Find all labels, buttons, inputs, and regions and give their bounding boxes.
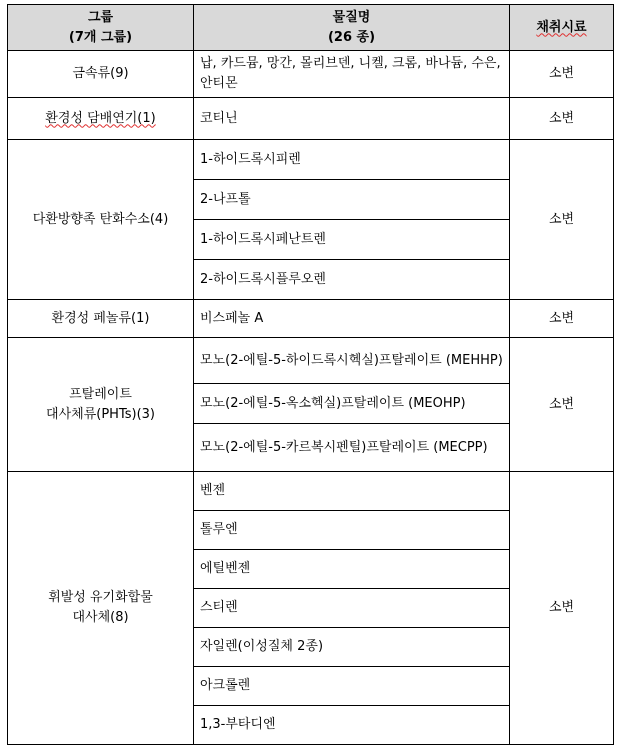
table-row [8, 140, 614, 180]
substance-table [7, 4, 614, 745]
table-row [8, 300, 614, 338]
substance-cell: 에틸벤젠 [194, 550, 510, 589]
table-row [8, 338, 614, 384]
table-row [8, 51, 614, 98]
substance-cell: 2-나프톨 [194, 180, 510, 220]
sample-cell: 소변 [510, 51, 614, 98]
table-row [8, 98, 614, 140]
substance-cell: 1,3-부타디엔 [194, 706, 510, 745]
group-cell: 환경성 페놀류(1) [8, 300, 194, 338]
group-cell: 휘발성 유기화합물 대사체(8) [8, 472, 194, 745]
header-row [8, 5, 614, 51]
header-group-count: (7개 그룹) [68, 29, 133, 45]
substance-cell: 자일렌(이성질체 2종) [194, 628, 510, 667]
substance-cell: 모노(2-에틸-5-하이드록시헥실)프탈레이트 (MEHHP) [194, 338, 510, 384]
substance-cell: 모노(2-에틸-5-카르복시펜틸)프탈레이트 (MECPP) [194, 424, 510, 472]
table-row [8, 472, 614, 511]
substance-cell: 코티닌 [194, 98, 510, 140]
group-cell: 다환방향족 탄화수소(4) [8, 140, 194, 300]
header-substance-title: 물질명 [332, 9, 371, 25]
group-cell: 프탈레이트 대사체류(PHTs)(3) [8, 338, 194, 472]
substance-cell: 벤젠 [194, 472, 510, 511]
sample-cell: 소변 [510, 140, 614, 300]
substance-cell: 비스페놀 A [194, 300, 510, 338]
header-substance [194, 5, 510, 51]
header-substance-count: (26 종) [327, 29, 376, 45]
substance-cell: 2-하이드록시플루오렌 [194, 260, 510, 300]
substance-cell: 1-하이드록시피렌 [194, 140, 510, 180]
header-group-title: 그룹 [87, 9, 114, 25]
substance-cell: 1-하이드록시페난트렌 [194, 220, 510, 260]
substance-cell: 톨루엔 [194, 511, 510, 550]
sample-cell: 소변 [510, 338, 614, 472]
substance-cell: 스티렌 [194, 589, 510, 628]
substance-cell: 모노(2-에틸-5-옥소헥실)프탈레이트 (MEOHP) [194, 384, 510, 424]
sample-cell: 소변 [510, 98, 614, 140]
sample-cell: 소변 [510, 472, 614, 745]
group-cell [8, 98, 194, 140]
sample-cell: 소변 [510, 300, 614, 338]
group-cell: 금속류(9) [8, 51, 194, 98]
header-sample [510, 5, 614, 51]
substance-cell: 납, 카드뮴, 망간, 몰리브덴, 니켈, 크롬, 바나듐, 수은, 안티몬 [194, 51, 510, 98]
group-name: 환경성 담배연기(1) [45, 110, 156, 126]
header-sample-title: 채취시료 [536, 19, 587, 35]
header-group [8, 5, 194, 51]
substance-cell: 아크롤렌 [194, 667, 510, 706]
